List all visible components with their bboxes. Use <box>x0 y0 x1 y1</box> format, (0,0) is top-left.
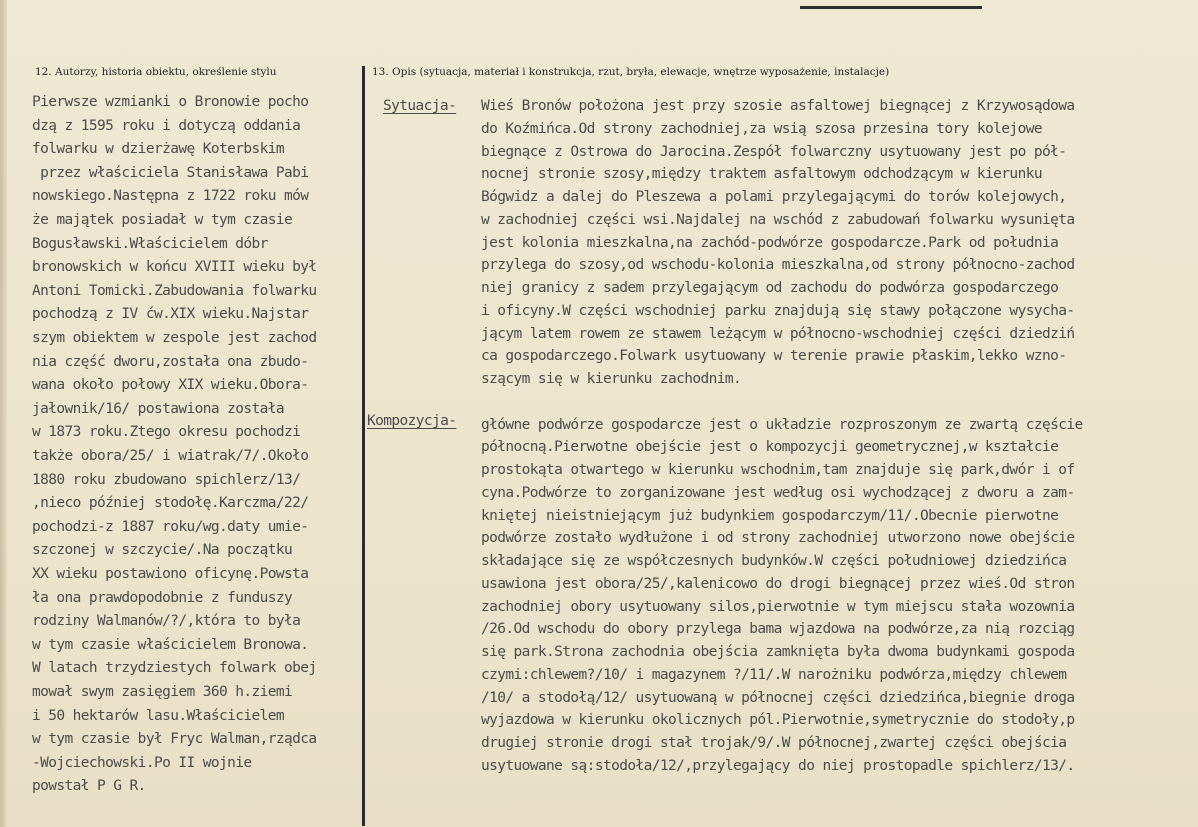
description-line: drugiej stronie drogi stał trojak/9/.W północnej,zwartej części obejścia <box>481 735 1067 751</box>
description-line: składające się ze współczesnych budynków.W części południowej dziedzińca <box>481 553 1067 569</box>
history-line: w tym czasie właścicielem Bronowa. <box>32 636 309 653</box>
description-line: usytuowane są:stodoła/12/,przylegający do niej prostopadle spichlerz/13/. <box>481 757 1075 774</box>
kompozycja-label: Kompozycja- <box>367 413 457 429</box>
section-12-header: 12. Autorzy, historia obiektu, określenie stylu <box>35 66 277 78</box>
history-line: szczonej w szczycie/.Na początku <box>32 542 293 559</box>
sytuacja-label: Sytuacja- <box>383 98 457 114</box>
description-line: szącym się w kierunku zachodnim. <box>481 371 742 387</box>
history-line: szym obiektem w zespole jest zachod <box>32 330 317 346</box>
description-line: Wieś Bronów położona jest przy szosie asfaltowej biegnącej z Krzywosądowa <box>481 98 1075 114</box>
description-line: podwórze zostało wydłużone i od strony zachodniej utworzono nowe obejście <box>481 530 1075 547</box>
history-line: XX wieku postawiono oficynę.Powsta <box>32 566 309 582</box>
history-line: jałownik/16/ postawiona została <box>32 400 285 417</box>
description-line: przylega do szosy,od wschodu-kolonia mieszkalna,od strony północno-zachod <box>481 257 1075 274</box>
description-line: ca gospodarczego.Folwark usytuowany w terenie prawie płaskim,lekko wzno- <box>481 348 1067 365</box>
history-line: także obora/25/ i wiatrak/7/.Około <box>32 448 309 464</box>
description-line: w zachodniej części wsi.Najdalej na wschód z zabudowań folwarku wysunięta <box>481 211 1075 228</box>
description-line: /26.Od wschodu do obory przylega bama wjazdowa na podwórze,za nią rozciąg <box>481 621 1075 638</box>
description-line: północną.Pierwotne obejście jest o kompozycji geometrycznej,w kształcie <box>481 439 1059 456</box>
history-line: wana około połowy XIX wieku.Obora- <box>32 377 309 394</box>
description-line: usawiona jest obora/25/,kalenicowo do drogi biegnącej przez wieś.Od stron <box>481 575 1075 592</box>
description-line: czymi:chlewem?/10/ i magazynem ?/11/.W narożniku podwórza,między chlewem <box>481 666 1067 683</box>
history-line: W latach trzydziestych folwark obej <box>32 660 317 677</box>
history-line: przez właściciela Stanisława Pabi <box>32 164 309 181</box>
description-line: jest kolonia mieszkalna,na zachód-podwórze gospodarcze.Park od południa <box>481 234 1059 251</box>
history-line: i 50 hektarów lasu.Właścicielem <box>32 707 285 724</box>
history-line: pochodzą z IV ćw.XIX wieku.Najstar <box>32 306 309 323</box>
description-line: zachodniej obory usytuowany silos,pierwotnie w tym miejscu stała wozownia <box>481 598 1075 615</box>
history-line: pochodzi-z 1887 roku/wg.daty umie- <box>32 518 309 535</box>
history-line: 1880 roku zbudowano spichlerz/13/ <box>32 471 301 488</box>
history-line: Pierwsze wzmianki o Bronowie pocho <box>32 94 309 110</box>
description-line: się park.Strona zachodnia obejścia zamknięta była dwoma budynkami gospoda <box>481 644 1075 660</box>
description-line: cyna.Podwórze to zorganizowane jest według osi wychodzącej z dworu a zam- <box>481 484 1075 501</box>
description-line: i oficyny.W części wschodniej parku znajdują się stawy połączone wysycha- <box>481 302 1075 319</box>
description-line: biegnące z Ostrowa do Jarocina.Zespół folwarczny usytuowany jest po pół- <box>481 143 1067 160</box>
history-line: nia część dworu,została ona zbudo- <box>32 353 309 370</box>
description-line: prostokąta otwartego w kierunku wschodnim,tam znajduje się park,dwór i of <box>481 462 1075 478</box>
description-line: nocnej stronie szosy,między traktem asfaltowym odchodzącym w kierunku <box>481 166 1042 183</box>
history-line: że majątek posiadał w tym czasie <box>32 212 293 228</box>
description-line: główne podwórze gospodarcze jest o układzie rozproszonym ze zwartą częście <box>481 416 1083 433</box>
history-line: mował swym zasięgiem 360 h.ziemi <box>32 684 293 700</box>
description-line: wyjazdowa w kierunku okolicznych pól.Pierwotnie,symetrycznie do stodoły,p <box>481 712 1075 729</box>
description-line: /10/ a stodołą/12/ usytuowaną w północnej części dziedzińca,biegnie droga <box>481 689 1075 706</box>
history-line: w 1873 roku.Ztego okresu pochodzi <box>32 424 301 441</box>
history-line: -Wojciechowski.Po II wojnie <box>32 754 252 771</box>
description-line: do Koźmińca.Od strony zachodniej,za wsią szosa przesina tory kolejowe <box>481 120 1042 137</box>
history-line: ła ona prawdopodobnie z funduszy <box>32 589 293 606</box>
description-line: kniętej nieistniejącym już budynkiem gospodarczym/11/.Obecnie pierwotne <box>481 507 1059 524</box>
page-edge-shadow <box>0 0 7 827</box>
history-line: ,nieco później stodołę.Karczma/22/ <box>32 495 309 512</box>
history-line: folwarku w dzierżawę Koterbskim <box>32 141 285 158</box>
history-line: Antoni Tomicki.Zabudowania folwarku <box>32 282 317 299</box>
description-line: niej granicy z sadem przylegającym od zachodu do podwórza gospodarczego <box>481 280 1059 296</box>
history-line: dzą z 1595 roku i dotyczą oddania <box>32 117 301 134</box>
history-line: Bogusławski.Właścicielem dóbr <box>32 235 268 252</box>
history-line: bronowskich w końcu XVIII wieku był <box>32 259 317 276</box>
description-line: jącym latem rowem ze stawem leżącym w północno-wschodniej części dziedziń <box>481 325 1075 342</box>
history-line: powstał P G R. <box>32 778 146 795</box>
column-divider <box>362 66 365 826</box>
section-13-header: 13. Opis (sytuacja, materiał i konstrukcja, rzut, bryła, elewacje, wnętrze wyposażenie, instalacje) <box>372 66 890 78</box>
history-line: nowskiego.Następna z 1722 roku mów <box>32 188 309 205</box>
history-line: w tym czasie był Fryc Walman,rządca <box>32 731 317 748</box>
description-line: Bógwidz a dalej do Pleszewa a polami przylegającymi do torów kolejowych, <box>481 189 1067 205</box>
top-ink-mark <box>800 6 982 9</box>
history-line: rodziny Walmanów/?/,która to była <box>32 613 301 630</box>
